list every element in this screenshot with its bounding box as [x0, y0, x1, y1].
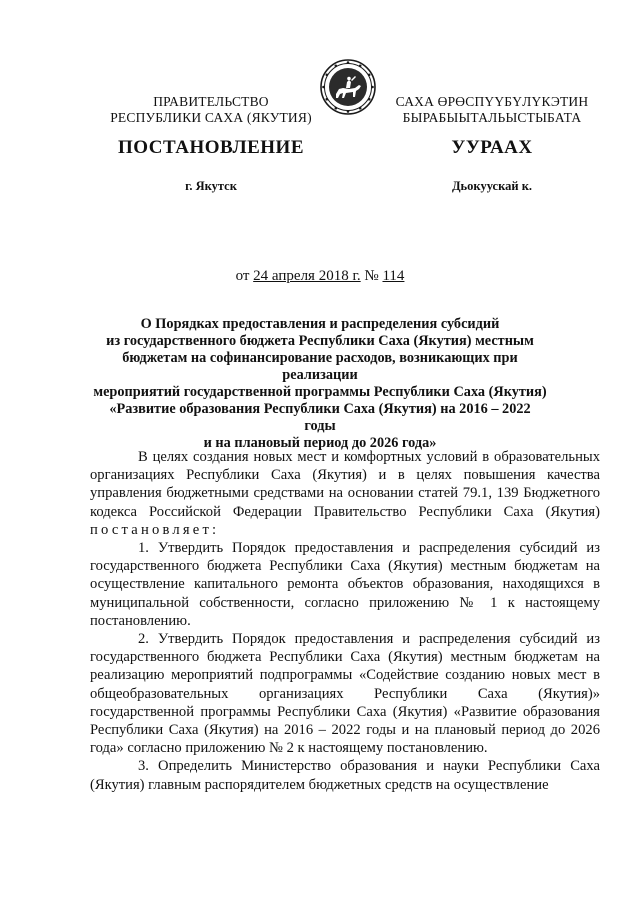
clause-3: 3. Определить Министерство образования и науки Республики Саха (Якутия) главным распорядителем бюджетных средств на осуществление [90, 758, 600, 793]
document-type-russian: ПОСТАНОВЛЕНИЕ [117, 137, 305, 158]
city-sakha: Дьокуускай к. [451, 179, 533, 193]
date-prefix: от [235, 268, 250, 284]
title-line: бюджетам на софинансирование расходов, возникающих при реализации [122, 350, 518, 383]
clause-2: 2. Утвердить Порядок предоставления и распределения субсидий из государственного бюджета Республики Саха (Якутия) местным бюджетам на реализацию мероприятий подпрограммы «Содействие созданию новых мест в общеобразовательных организациях Республики Саха (Якутия)» государственной программы Республики Саха (Якутия) «Развитие образования Республики Саха (Якутия) на 2016 – 2022 годы и на плановый период до 2026 года» согласно приложению № 2 к настоящему постановлению. [90, 631, 600, 757]
preamble-paragraph [90, 448, 600, 539]
coat-of-arms-emblem [319, 58, 377, 116]
government-name-sakha [372, 94, 612, 126]
government-name-russian [96, 94, 326, 126]
government-name-sakha-line-1: САХА ӨРӨСПҮҮБҮЛҮКЭТИН [395, 94, 589, 109]
government-name-sakha-line-2: БЫРАБЫЫТАЛЬЫСТЫБАТА [402, 110, 582, 125]
government-name-russian-line-2: РЕСПУБЛИКИ САХА (ЯКУТИЯ) [110, 110, 312, 125]
title-line: О Порядках предоставления и распределения субсидий [140, 316, 500, 332]
resolution-body [90, 448, 600, 794]
clause-1: 1. Утвердить Порядок предоставления и распределения субсидий из государственного бюджета Республики Саха (Якутия) местным бюджетам на осуществление капитального ремонта объектов образования, находящихся в муниципальной собственности, согласно приложению № 1 к настоящему постановлению. [90, 540, 600, 629]
resolution-number: 114 [382, 268, 405, 284]
title-line: мероприятий государственной программы Республики Саха (Якутия) [93, 384, 547, 400]
document-type-sakha: УУРААХ [451, 137, 533, 158]
city-russian: г. Якутск [185, 179, 237, 193]
resolution-date: 24 апреля 2018 г. [253, 268, 361, 284]
preamble-end: : [212, 521, 217, 538]
preamble-text: В целях создания новых мест и комфортных условий в образовательных организациях Республики Саха (Якутия) и в целях повышения качества управления бюджетными средствами на основании статей 79.1, 139 Бюджетного кодекса Российской Федерации Правительство Республики Саха (Якутия) [90, 449, 600, 520]
date-and-number-line [0, 267, 640, 285]
preamble-keyword: постановляет [90, 521, 213, 538]
government-name-russian-line-1: ПРАВИТЕЛЬСТВО [153, 94, 269, 109]
number-sign: № [364, 268, 379, 284]
title-line: из государственного бюджета Республики Саха (Якутия) местным [106, 333, 534, 349]
resolution-title [92, 316, 548, 452]
title-line: и на плановый период до 2026 года» [203, 435, 437, 451]
title-line: «Развитие образования Республики Саха (Якутия) на 2016 – 2022 годы [109, 401, 531, 434]
